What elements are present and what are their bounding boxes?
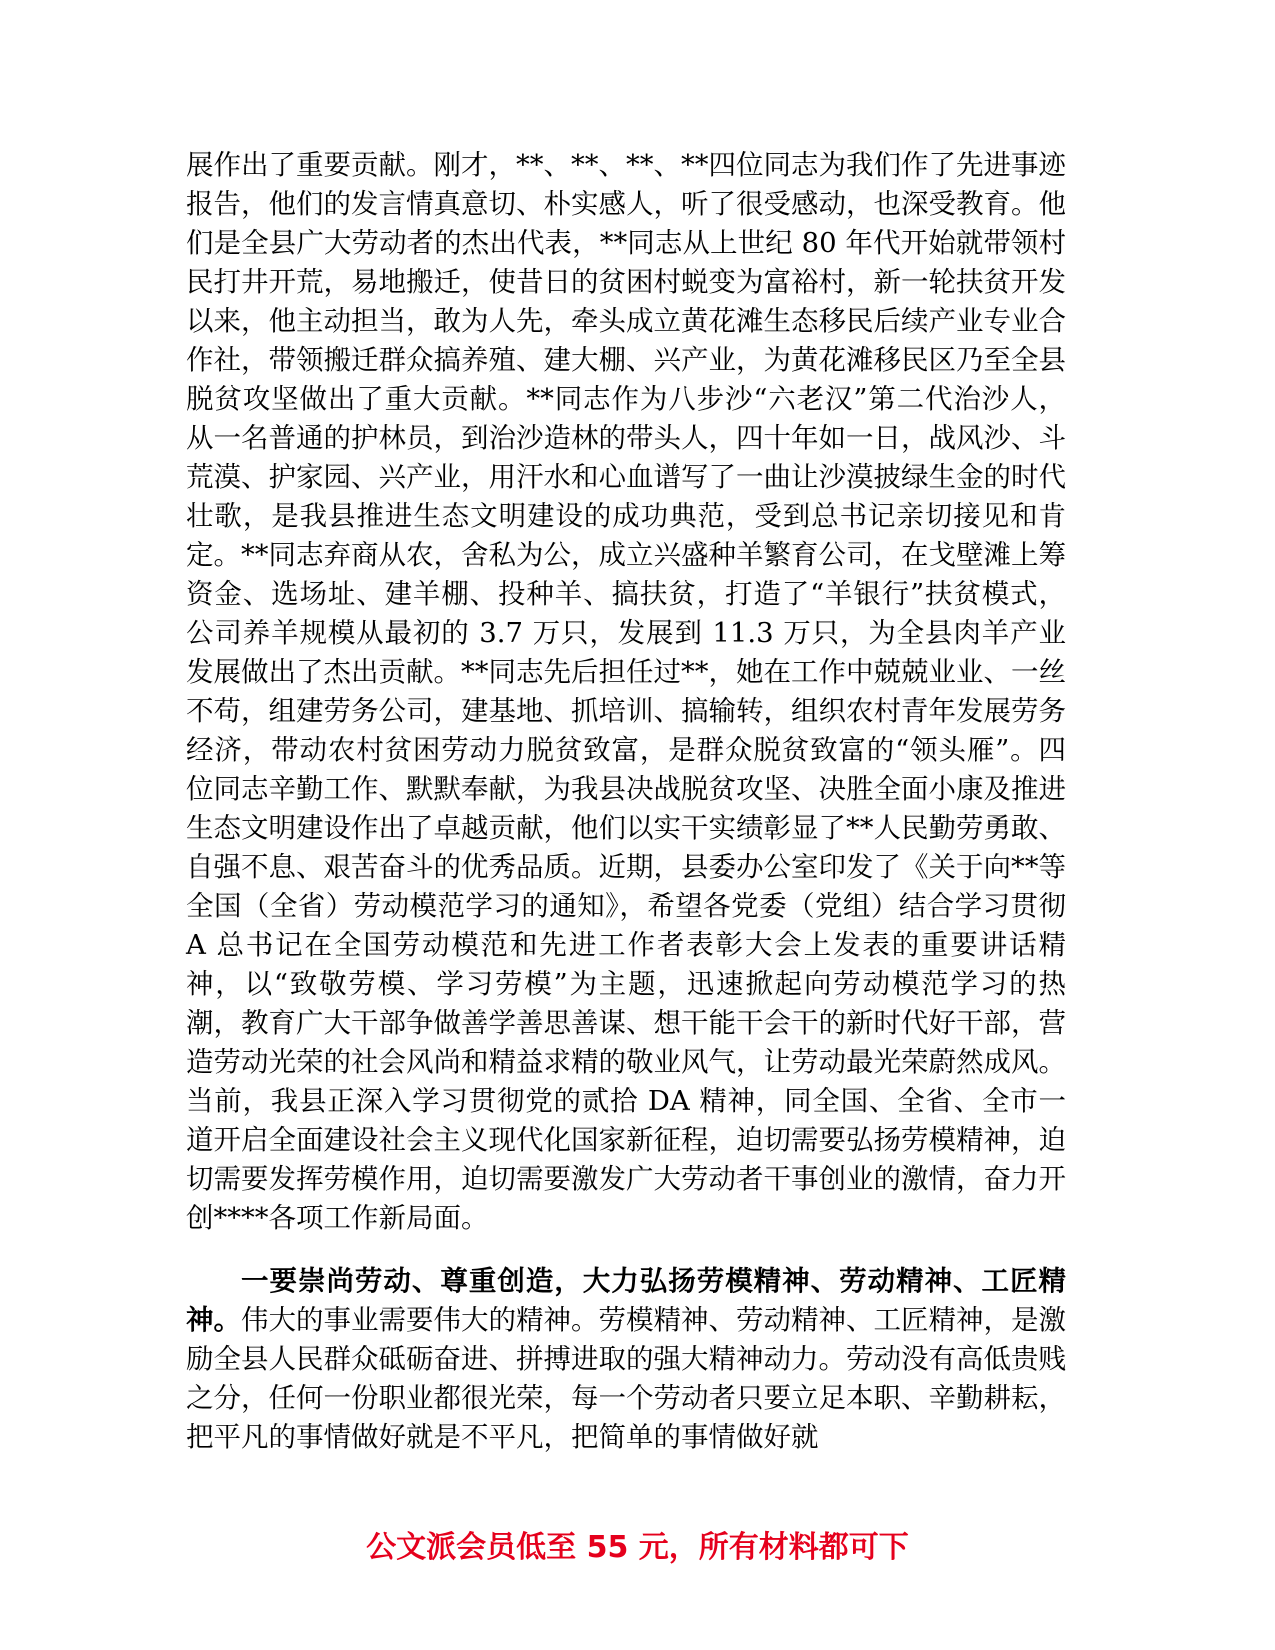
document-body bbox=[186, 146, 1066, 1457]
section-body-text: 伟大的事业需要伟大的精神。劳模精神、劳动精神、工匠精神，是激励全县人民群众砥砺奋进、拼搏进取的强大精神动力。劳动没有高低贵贱之分，任何一份职业都很光荣，每一个劳动者只要立足本职、辛勤耕耘，把平凡的事情做好就是不平凡，把简单的事情做好就 bbox=[186, 1304, 1066, 1453]
paragraph-continuation: 展作出了重要贡献。刚才，**、**、**、**四位同志为我们作了先进事迹报告，他们的发言情真意切、朴实感人，听了很受感动，也深受教育。他们是全县广大劳动者的杰出代表，**同志从上世纪 80 年代开始就带领村民打井开荒，易地搬迁，使昔日的贫困村蜕变为富裕村，新一轮扶贫开发以来，他主动担当，敢为人先，牵头成立黄花滩生态移民后续产业专业合作社，带领搬迁群众搞养殖、建大棚、兴产业，为黄花滩移民区乃至全县脱贫攻坚做出了重大贡献。**同志作为八步沙“六老汉”第二代治沙人，从一名普通的护林员，到治沙造林的带头人，四十年如一日，战风沙、斗荒漠、护家园、兴产业，用汗水和心血谱写了一曲让沙漠披绿生金的时代壮歌，是我县推进生态文明建设的成功典范，受到总书记亲切接见和肯定。**同志弃商从农，舍私为公，成立兴盛种羊繁育公司，在戈壁滩上筹资金、选场址、建羊棚、投种羊、搞扶贫，打造了“羊银行”扶贫模式，公司养羊规模从最初的 3.7 万只，发展到 11.3 万只，为全县肉羊产业发展做出了杰出贡献。**同志先后担任过**，她在工作中兢兢业业、一丝不苟，组建劳务公司，建基地、抓培训、搞输转，组织农村青年发展劳务经济，带动农村贫困劳动力脱贫致富，是群众脱贫致富的“领头雁”。四位同志辛勤工作、默默奉献，为我县决战脱贫攻坚、决胜全面小康及推进生态文明建设作出了卓越贡献，他们以实干实绩彰显了**人民勤劳勇敢、自强不息、艰苦奋斗的优秀品质。近期，县委办公室印发了《关于向**等全国（全省）劳动模范学习的通知》，希望各党委（党组）结合学习贯彻 A 总书记在全国劳动模范和先进工作者表彰大会上发表的重要讲话精神，以“致敬劳模、学习劳模”为主题，迅速掀起向劳动模范学习的热潮，教育广大干部争做善学善思善谋、想干能干会干的新时代好干部，营造劳动光荣的社会风尚和精益求精的敬业风气，让劳动最光荣蔚然成风。当前，我县正深入学习贯彻党的贰拾 DA 精神，同全国、全省、全市一道开启全面建设社会主义现代化国家新征程，迫切需要弘扬劳模精神，迫切需要发挥劳模作用，迫切需要激发广大劳动者干事创业的激情，奋力开创****各项工作新局面。 bbox=[186, 149, 1066, 1234]
section-heading-inline: 一要崇尚劳动、尊重创造，大力弘扬劳模精神、劳动精神、工匠精神。 bbox=[186, 1265, 1066, 1336]
membership-promo-banner[interactable]: 公文派会员低至 55 元，所有材料都可下 bbox=[366, 1530, 909, 1565]
paragraph-section-one bbox=[186, 1262, 1066, 1457]
